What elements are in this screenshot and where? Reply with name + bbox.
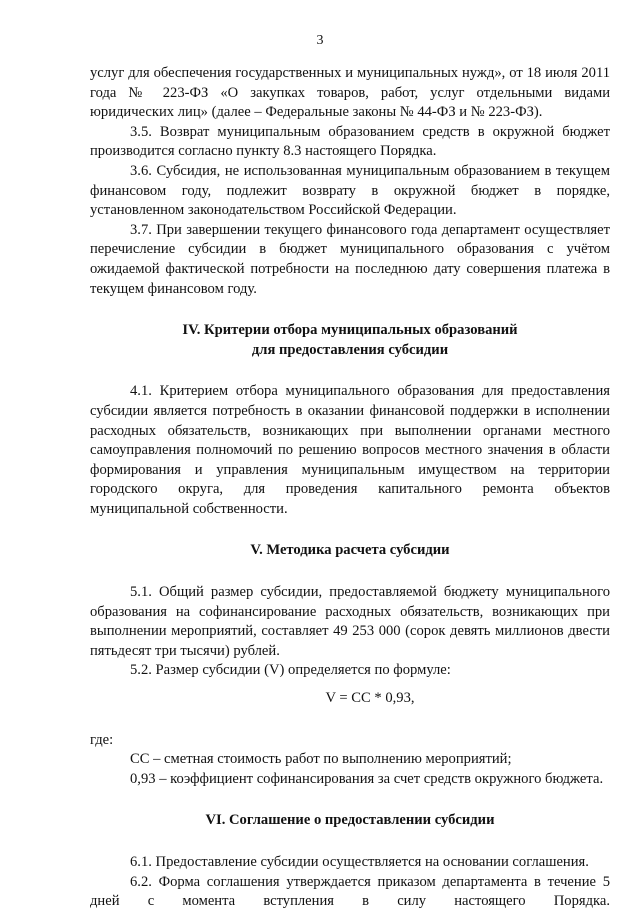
definition-cc: CC – сметная стоимость работ по выполнению мероприятий; [130,751,512,768]
section-4-heading-line2: для предоставления субсидии [251,341,449,358]
definition-coefficient: 0,93 – коэффициент софинансирования за счет средств окружного бюджета. [130,770,604,787]
section-4-heading-line1: IV. Критерии отбора муниципальных образований [182,322,518,339]
paragraph-5-1: 5.1. Общий размер субсидии, предоставляемой бюджету муниципального образования на софинансирование расходных обязательств, возникающих при выполнении мероприятий, составляет 49 253 000 (сорок девять миллионов двести пятьдесят три тысячи) рублей. [90,584,610,659]
paragraph-3-6: 3.6. Субсидия, не использованная муниципальным образованием в текущем финансовом году, подлежит возврату в окружной бюджет в порядке, установленном законодательством Российской Федерации. [90,162,610,219]
where-label: где: [90,731,114,748]
paragraph-3-5: 3.5. Возврат муниципальным образованием средств в окружной бюджет производится согласно пункту 8.3 настоящего Порядка. [90,123,610,160]
spacer [90,519,610,541]
page-number: 3 [316,33,324,48]
spacer [90,709,610,731]
section-6-heading: VI. Соглашение о предоставлении субсидии [205,812,495,829]
spacer [90,561,610,583]
paragraph-4-1: 4.1. Критерием отбора муниципального образования для предоставления субсидии является потребность в оказании финансовой поддержки в исполнении расходных обязательств, возникающих при выполнении органами местного самоуправления полномочий по решению вопросов местного значения в области формирования и управления муниципальным имуществом на территории городского округа, для проведения капитального ремонта объектов муниципальной собственности. [90,383,610,517]
paragraph-continuation: услуг для обеспечения государственных и муниципальных нужд», от 18 июля 2011 года № 223-ФЗ «О закупках товаров, работ, услуг отдельными видами юридических лиц» (далее – Федеральные законы № 44-ФЗ и № 223-ФЗ). [90,65,610,121]
spacer [90,681,610,689]
spacer [90,831,610,853]
paragraph-6-2: 6.2. Форма соглашения утверждается приказом департамента в течение 5 дней с момента вступления в силу настоящего Порядка. [90,873,610,910]
paragraph-5-2: 5.2. Размер субсидии (V) определяется по формуле: [130,662,451,679]
spacer [90,360,610,382]
paragraph-6-1: 6.1. Предоставление субсидии осуществляется на основании соглашения. [130,854,589,870]
section-5-heading: V. Методика расчета субсидии [250,542,450,559]
paragraph-3-7: 3.7. При завершении текущего финансового года департамент осуществляет перечисление субсидии в бюджет муниципального образования с учётом ожидаемой фактической потребности на последнюю дату совершения платежа в текущем финансовом году. [90,221,610,297]
formula: V = CC * 0,93, [325,690,415,707]
document-body [90,64,610,912]
spacer [90,789,610,811]
spacer [90,299,610,321]
